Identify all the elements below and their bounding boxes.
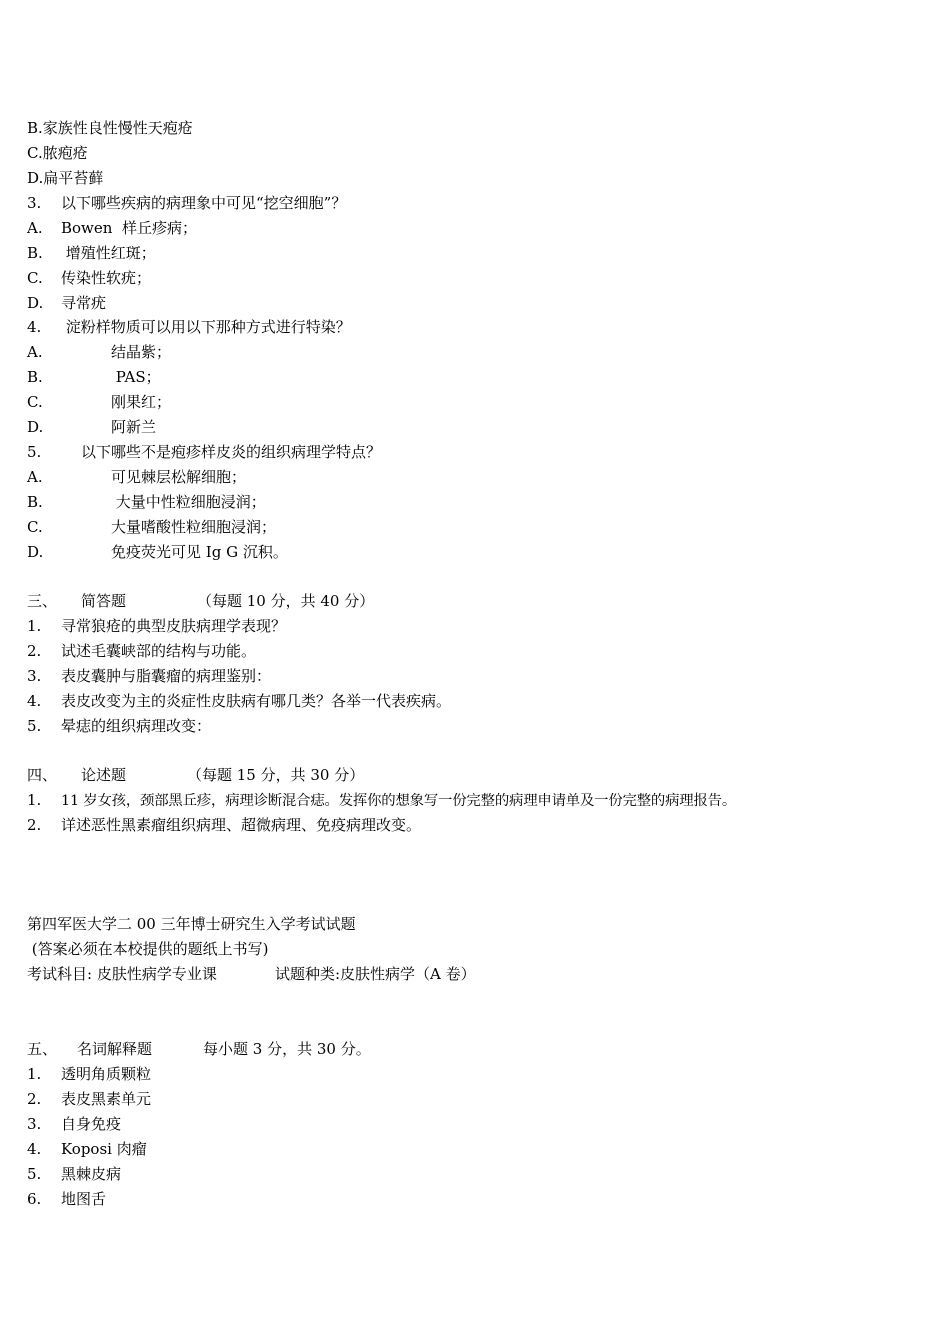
section4-item: 2. 详述恶性黑素瘤组织病理、超微病理、免疫病理改变。: [27, 816, 422, 834]
exam-subject: 考试科目: 皮肤性病学专业课: [27, 965, 217, 983]
q5-option-b: B. 大量中性粒细胞浸润；: [27, 493, 266, 511]
q5-text: 以下哪些不是疱疹样皮炎的组织病理学特点？: [81, 443, 382, 461]
section4-title: 论述题: [81, 766, 127, 784]
section3-item: 1. 寻常狼疮的典型皮肤病理学表现？: [27, 617, 287, 635]
section5-heading: 五、 名词解释题 每小题 3 分，共 30 分。: [27, 1040, 371, 1058]
section4-item: 1. 11 岁女孩，颈部黑丘疹，病理诊断混合痣。发挥你的想象写一份完整的病理申请单及一份完整的病理报告。: [27, 791, 737, 809]
section5-item: 4. Koposi 肉瘤: [27, 1140, 147, 1158]
q4-option-c: C. 刚果红；: [27, 393, 172, 411]
exam-instruction: (答案必须在本校提供的题纸上书写): [27, 940, 269, 958]
q5-question: [27, 441, 381, 463]
q3-text: 以下哪些疾病的病理象中可见“挖空细胞”？: [61, 194, 347, 212]
section5-item: 3. 自身免疫: [27, 1115, 122, 1133]
q5-option-c: C. 大量嗜酸性粒细胞浸润；: [27, 518, 277, 536]
section4-heading: 四、 论述题 （每题 15 分，共 30 分）: [27, 766, 365, 784]
exam-title: 第四军医大学二 00 三年博士研究生入学考试试题: [27, 915, 356, 933]
q2-option-c: C.脓疱疮: [27, 144, 88, 162]
q4-option-a: A. 结晶紫；: [27, 343, 172, 361]
section3-item: 5. 晕痣的组织病理改变：: [27, 717, 212, 735]
q3-option-b: B. 增殖性红斑；: [27, 244, 156, 262]
section5-item: 2. 表皮黑素单元: [27, 1090, 152, 1108]
section5-item: 5. 黑棘皮病: [27, 1165, 122, 1183]
q3-option-d: D. 寻常疣: [27, 294, 107, 312]
q2-option-d: D.扁平苔藓: [27, 169, 104, 187]
section5-item: 6. 地图舌: [27, 1190, 107, 1208]
section3-item: 4. 表皮改变为主的炎症性皮肤病有哪几类？各举一代表疾病。: [27, 692, 452, 710]
q3-number: 3.: [27, 194, 42, 212]
q4-option-d: D. 阿新兰: [27, 418, 157, 436]
section3-heading: 三、 简答题 （每题 10 分，共 40 分）: [27, 592, 375, 610]
q5-option-d: D. 免疫荧光可见 Ig G 沉积。: [27, 543, 288, 561]
section5-title: 名词解释题: [77, 1040, 153, 1058]
q4-text: 淀粉样物质可以用以下那种方式进行特染？: [61, 318, 351, 336]
section3-item: 3. 表皮囊肿与脂囊瘤的病理鉴别：: [27, 667, 272, 685]
q3-option-a: A. Bowen 样丘疹病；: [27, 219, 197, 237]
q2-option-b: B.家族性良性慢性天疱疮: [27, 119, 193, 137]
exam-type: 试题种类:皮肤性病学（A 卷）: [275, 965, 476, 983]
section3-title: 简答题: [81, 592, 127, 610]
section5-note: 每小题 3 分，共 30 分。: [203, 1040, 371, 1058]
section5-item: 1. 透明角质颗粒: [27, 1065, 152, 1083]
q5-option-a: A. 可见棘层松解细胞；: [27, 468, 247, 486]
q5-number: 5.: [27, 443, 42, 461]
q4-option-b: B. PAS；: [27, 368, 161, 386]
section4-note: （每题 15 分，共 30 分）: [187, 766, 365, 784]
exam-subject-line: [27, 963, 476, 985]
section3-item: 2. 试述毛囊峡部的结构与功能。: [27, 642, 257, 660]
q3-question: [27, 192, 346, 214]
q4-number: 4.: [27, 318, 42, 336]
q4-question: [27, 316, 351, 338]
section3-note: （每题 10 分，共 40 分）: [197, 592, 375, 610]
q3-option-c: C. 传染性软疣；: [27, 269, 152, 287]
